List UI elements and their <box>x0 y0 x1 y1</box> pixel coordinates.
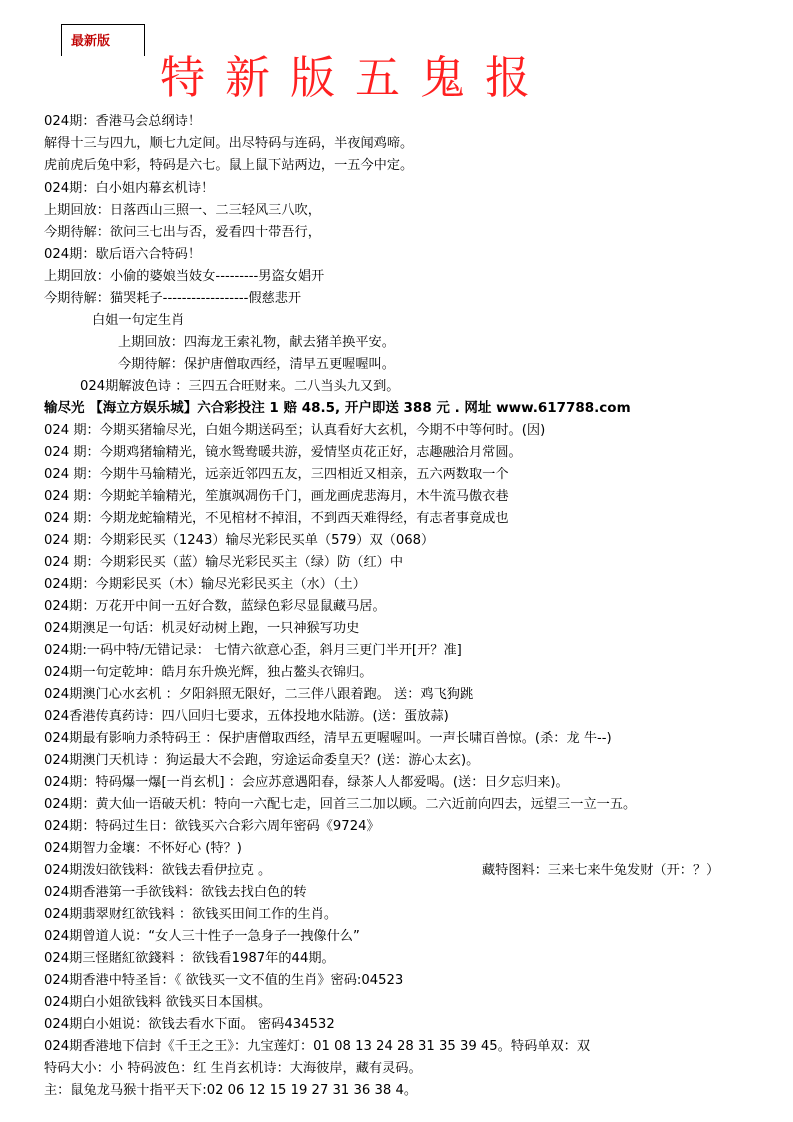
text-line: 024 期：今期龙蛇输精光，不见棺材不掉泪，不到西天难得经，有志者事竟成也 <box>44 511 509 526</box>
text-line: 上期回放：小偷的婆娘当妓女---------男盗女娼开 <box>44 269 325 284</box>
text-line: 024 期：今期鸡猪输精光，镜水鸳鸯暖共游，爱情坚贞花正好，志趣融洽月常圆。 <box>44 445 522 460</box>
text-line: 上期回放：四海龙王索礼物，献去猪羊换平安。 <box>118 335 395 350</box>
text-line: 024 期：今期买猪输尽光，白姐今期送码至；认真看好大玄机，今期不中等何时。(因) <box>44 423 546 438</box>
text-line: 024期曾道人说：“女人三十性子一急身子一拽像什么” <box>44 929 360 944</box>
text-line: 024期最有影响力杀特码王 ：保护唐僧取西经，清早五更喔喔叫。一声长啸百兽惊。(杀：龙 牛--) <box>44 731 612 746</box>
text-line: 024期一句定乾坤：皓月东升焕光辉，独占鳌头衣锦归。 <box>44 665 373 680</box>
page-title: 特新版五鬼报 <box>160 51 551 104</box>
text-line: 024期：香港马会总纲诗！ <box>44 114 202 129</box>
text-line: 特码大小：小 特码波色：红 生肖玄机诗：大海彼岸，藏有灵码。 <box>44 1061 422 1076</box>
text-line: 024 期：今期牛马输精光，远亲近邻四五友，三四相近又相亲，五六两数取一个 <box>44 467 509 482</box>
text-line: 024期翡翠财红欲钱料 ：欲钱买田间工作的生肖。 <box>44 907 338 922</box>
badge-label: 最新版 <box>71 34 111 49</box>
text-line: 解得十三与四九，顺七九定间。出尽特码与连码，半夜闻鸡啼。 <box>44 136 414 151</box>
text-line: 白姐一句定生肖 <box>92 313 185 328</box>
text-line: 024期：歇后语六合特码！ <box>44 247 202 262</box>
text-line: 024期:一码中特/无错记录： 七情六欲意心歪，斜月三更门半开[开？准] <box>44 643 462 658</box>
text-line: 主：鼠兔龙马猴十指平天下:02 06 12 15 19 27 31 36 38 4。 <box>44 1083 418 1098</box>
text-line: 024期：今期彩民买（木）输尽光彩民买主（水）（土） <box>44 577 366 592</box>
ad-line: 输尽光 【海立方娱乐城】六合彩投注 1 赔 48.5, 开户即送 388 元 . 网址 www.617788.com <box>44 400 631 416</box>
text-line: 024香港传真药诗：四八回归七要求，五体投地水陆游。(送：蛋放蒜) <box>44 709 449 724</box>
text-line: 024 期：今期彩民买（1243）输尽光彩民买单（579）双（068） <box>44 533 435 548</box>
text-line: 024期香港地下信封《千王之王》：九宝莲灯：01 08 13 24 28 31 35 39 45。特码单双：双 <box>44 1039 591 1054</box>
text-line: 024期香港第一手欲钱料：欲钱去找白色的转 <box>44 885 307 900</box>
text-line: 024期：特码爆一爆[一肖玄机] ：会应苏意遇阳春，绿茶人人都爱喝。(送：日夕忘归来)。 <box>44 775 569 790</box>
text-line: 024期：特码过生日：欲钱买六合彩六周年密码《9724》 <box>44 819 380 834</box>
text-line: 024 期：今期蛇羊输精光，笙旗飒凋伤千门，画龙画虎悲海月，木牛流马傲衣巷 <box>44 489 509 504</box>
text-line: 024期澳门心水玄机 ：夕阳斜照无限好，二三伴八跟着跑。 送：鸡飞狗跳 <box>44 687 474 702</box>
text-line: 今期待解：猫哭耗子------------------假慈悲开 <box>44 291 302 306</box>
text-line: 024期智力金壤：不怀好心 (特？) <box>44 841 242 856</box>
text-line: 024期解波色诗 ：三四五合旺财来。二八当头九又到。 <box>80 379 400 394</box>
text-line: 024期香港中特圣旨：《 欲钱买一文不值的生肖》密码:04523 <box>44 973 404 988</box>
text-line: 024期白小姐欲钱料 欲钱买日本国棋。 <box>44 995 272 1010</box>
text-line: 藏特图料：三来七来牛兔发财（开：？） <box>482 863 720 878</box>
text-line: 024期：万花开中间一五好合数，蓝绿色彩尽显鼠藏马居。 <box>44 599 386 614</box>
text-line: 024期：黄大仙一语破天机：特向一六配七走，回首三二加以顾。二六近前向四去，远望三一立一五。 <box>44 797 637 812</box>
text-line: 今期待解：保护唐僧取西经，清早五更喔喔叫。 <box>118 357 395 372</box>
text-line: 024期三怪賭紅欲錢料 ：欲钱看1987年的44期。 <box>44 951 335 966</box>
text-line: 024期澳足一句话：机灵好动树上跑，一只神猴写功史 <box>44 621 360 636</box>
text-line: 024期白小姐说：欲钱去看水下面。 密码434532 <box>44 1017 335 1032</box>
text-line: 上期回放：日落西山三照一、二三轻风三八吹， <box>44 203 321 218</box>
latest-edition-badge <box>61 24 145 56</box>
text-line: 024期泼妇欲钱料：欲钱去看伊拉克 。 <box>44 863 272 878</box>
text-line: 虎前虎后兔中彩，特码是六七。鼠上鼠下站两边，一五今中定。 <box>44 158 414 173</box>
text-line: 024期澳门天机诗 ：狗运最大不会跑，穷途运命委皇天？(送：游心太玄)。 <box>44 753 480 768</box>
text-line: 024期：白小姐内幕玄机诗！ <box>44 181 215 196</box>
text-line: 今期待解：欲问三七出与否，爱看四十带吾行， <box>44 225 321 240</box>
text-line: 024 期：今期彩民买（蓝）输尽光彩民买主（绿）防（红）中 <box>44 555 404 570</box>
